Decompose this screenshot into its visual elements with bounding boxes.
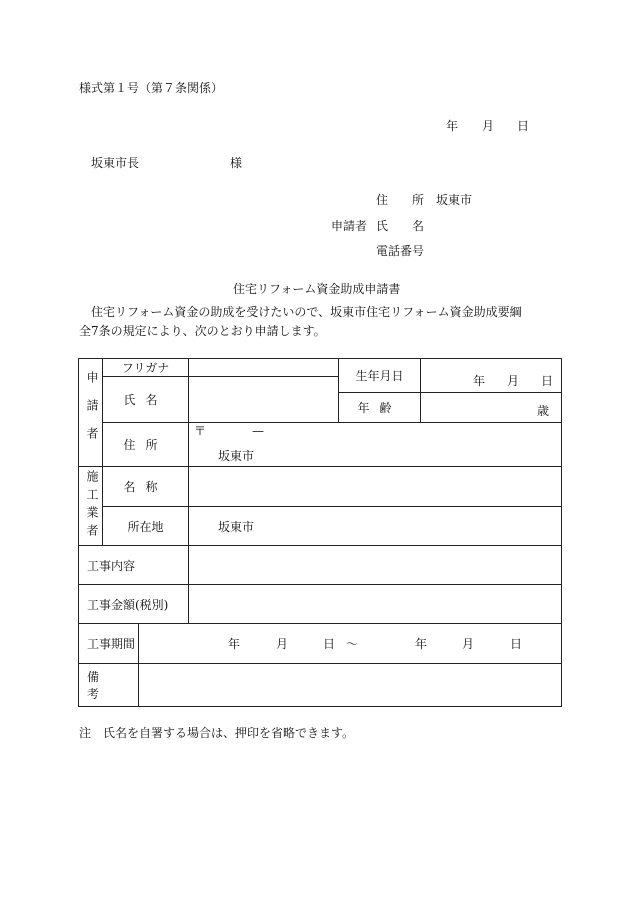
address-input[interactable] (189, 423, 562, 467)
address-value[interactable]: 坂東市 (436, 193, 473, 207)
age-label: 年齢 (339, 393, 421, 423)
period-year-2: 年 (415, 636, 428, 651)
age-unit: 歳 (536, 404, 549, 418)
furigana-input[interactable] (189, 359, 339, 377)
work-content-input[interactable] (189, 546, 562, 585)
phone-label: 電話番号 (376, 244, 425, 258)
birth-day-label: 日 (540, 374, 553, 388)
document-title: 住宅リフォーム資金助成申請書 (233, 282, 401, 296)
remarks-input[interactable] (139, 664, 562, 707)
address-label-cell: 住所 (103, 423, 189, 467)
form-number: 様式第１号（第７条関係） (79, 81, 224, 95)
period-year-1: 年 (228, 636, 241, 651)
work-amount-label: 工事金額(税別) (79, 585, 189, 624)
postal-dash: — (252, 424, 264, 438)
remarks-label: 備考 (79, 664, 139, 707)
body-line-2: 全7条の規定により、次のとおり申請します。 (79, 324, 326, 338)
birthdate-input[interactable] (421, 359, 562, 393)
contractor-location-input[interactable] (189, 507, 562, 546)
period-day-1: 日 (323, 636, 336, 651)
location-prefill: 坂東市 (218, 519, 255, 534)
contractor-group-label: 施工業者 (79, 467, 103, 546)
honorific: 様 (230, 156, 243, 170)
furigana-label: フリガナ (103, 359, 189, 377)
footer-note: 注 氏名を自署する場合は、押印を省略できます。 (79, 726, 355, 740)
address-label: 住 所 (376, 193, 425, 207)
contractor-name-label: 名称 (103, 467, 189, 507)
name-label-cell: 氏名 (103, 377, 189, 423)
date-month-label: 月 (482, 119, 495, 133)
name-input[interactable] (189, 377, 339, 423)
work-period-input[interactable] (139, 624, 562, 664)
period-day-2: 日 (510, 636, 523, 651)
addressee: 坂東市長 (91, 156, 140, 170)
applicant-group-label: 申請者 (79, 359, 103, 467)
name-label: 氏 名 (376, 219, 425, 233)
contractor-location-label: 所在地 (103, 507, 189, 546)
work-period-label: 工事期間 (79, 624, 139, 664)
postal-mark: 〒 (194, 424, 207, 438)
date-year-label: 年 (446, 119, 459, 133)
period-month-2: 月 (462, 636, 475, 651)
work-content-label: 工事内容 (79, 546, 189, 585)
contractor-name-input[interactable] (189, 467, 562, 507)
period-tilde: ～ (346, 636, 359, 651)
birthdate-label: 生年月日 (339, 359, 421, 393)
birth-month-label: 月 (506, 374, 519, 388)
applicant-label: 申請者 (331, 219, 368, 233)
birth-year-label: 年 (472, 374, 485, 388)
date-day-label: 日 (517, 119, 530, 133)
address-prefill: 坂東市 (218, 449, 255, 463)
body-line-1: 住宅リフォーム資金の助成を受けたいので、坂東市住宅リフォーム資金助成要綱 (91, 305, 522, 319)
period-month-1: 月 (276, 636, 289, 651)
age-input[interactable] (421, 393, 562, 423)
application-table (78, 358, 562, 707)
work-amount-input[interactable] (189, 585, 562, 624)
